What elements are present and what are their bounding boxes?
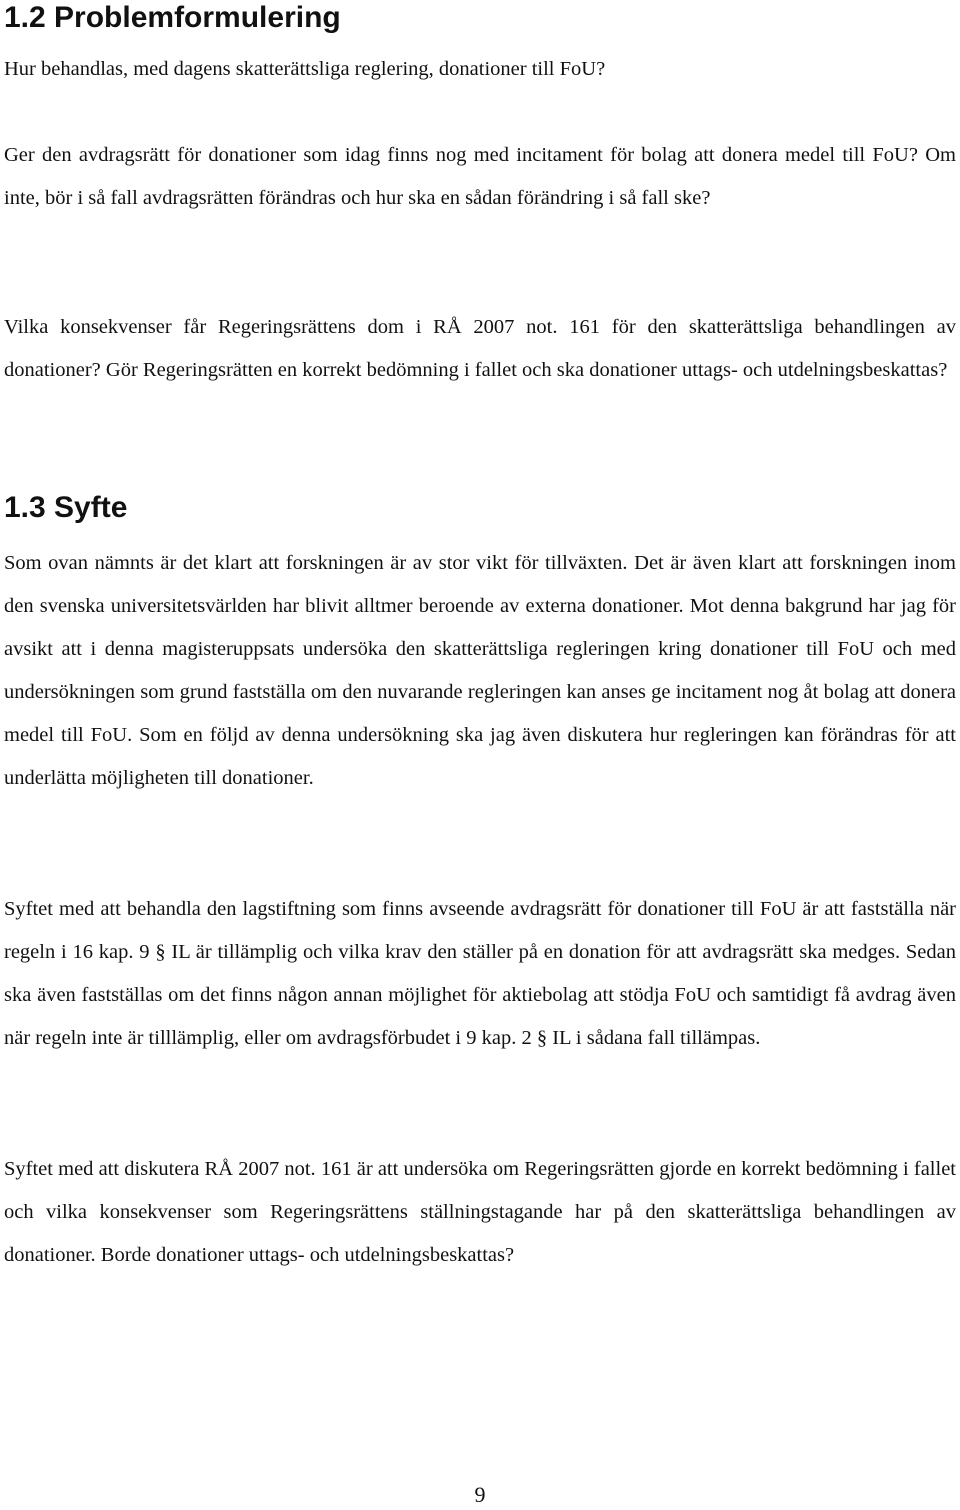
page-number: 9 xyxy=(474,1482,486,1507)
paragraph-purpose-background: Som ovan nämnts är det klart att forskningen är av stor vikt för tillväxten. Det är även klart att forskningen inom den svenska universitetsvärlden har blivit alltmer beroende av externa donationer. Mot denna bakgrund har jag för avsikt att i denna magisteruppsats undersöka den skatterättsliga regleringen kring donationer till FoU och med undersökningen som grund fastställa om den nuvarande regleringen kan anses ge incitament nog åt bolag att donera medel till FoU. Som en följd av denna undersökning ska jag även diskutera hur regleringen kan förändras för att underlätta möjligheten till donationer. xyxy=(4,552,956,789)
section-heading-syfte: 1.3 Syfte xyxy=(4,491,128,524)
paragraph-deduction-question: Ger den avdragsrätt för donationer som idag finns nog med incitament för bolag att donera medel till FoU? Om inte, bör i så fall avdragsrätten förändras och hur ska en sådan förändring i så fall ske? xyxy=(4,144,956,209)
paragraph-consequences-question: Vilka konsekvenser får Regeringsrättens dom i RÅ 2007 not. 161 för den skatterättsliga behandlingen av donationer? Gör Regeringsrätten en korrekt bedömning i fallet och ska donationer uttags- och utdelningsbeskattas? xyxy=(4,316,956,381)
paragraph-purpose-case-discussion: Syftet med att diskutera RÅ 2007 not. 161 är att undersöka om Regeringsrätten gjorde en korrekt bedömning i fallet och vilka konsekvenser som Regeringsrättens ställningstagande har på den skatterättsliga behandlingen av donationer. Borde donationer uttags- och utdelningsbeskattas? xyxy=(4,1158,956,1266)
section-heading-problemformulering: 1.2 Problemformulering xyxy=(4,1,341,34)
paragraph-purpose-legislation: Syftet med att behandla den lagstiftning som finns avseende avdragsrätt för donationer till FoU är att fastställa när regeln i 16 kap. 9 § IL är tillämplig och vilka krav den ställer på en donation för att avdragsrätt ska medges. Sedan ska även fastställas om det finns någon annan möjlighet för aktiebolag att stödja FoU och samtidigt få avdrag även när regeln inte är tilllämplig, eller om avdragsförbudet i 9 kap. 2 § IL i sådana fall tillämpas. xyxy=(4,898,956,1049)
paragraph-research-question: Hur behandlas, med dagens skatterättsliga reglering, donationer till FoU? xyxy=(4,58,606,80)
